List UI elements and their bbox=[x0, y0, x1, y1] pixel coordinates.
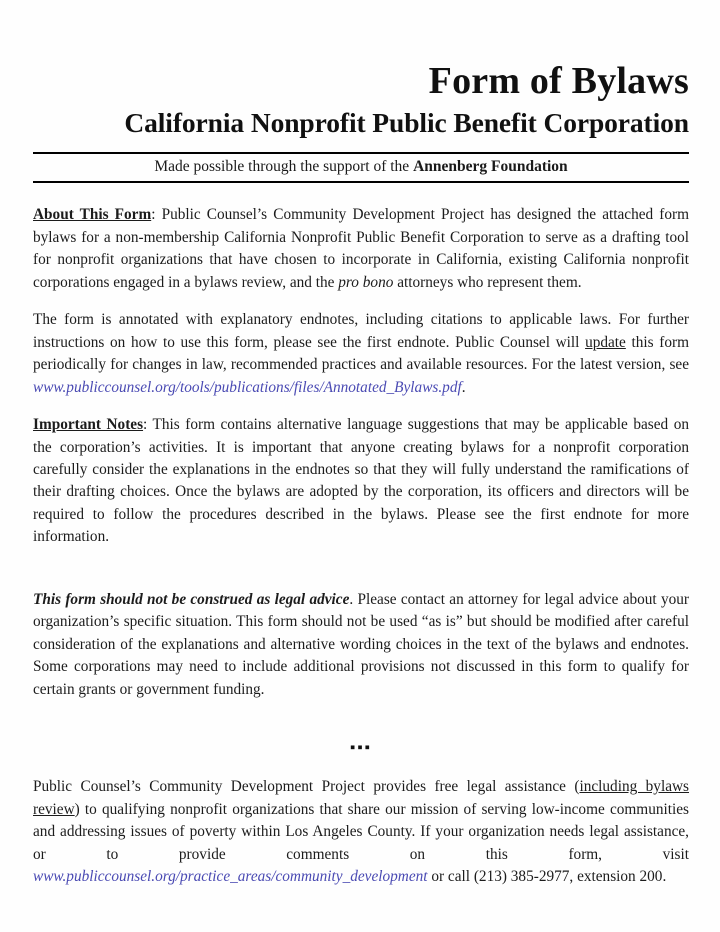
annotation-text-3: . bbox=[461, 378, 466, 396]
document-subtitle: California Nonprofit Public Benefit Corporation bbox=[124, 106, 689, 138]
about-heading: About This Form bbox=[33, 206, 152, 224]
assistance-text-1: Public Counsel’s Community Development Project provides free legal assistance ( bbox=[33, 778, 580, 796]
sponsor-block bbox=[33, 152, 689, 183]
annotation-text-1: The form is annotated with explanatory endnotes, including citations to applicable laws. For further instructions on how to use this form, please see the first endnote. Public Counsel will bbox=[33, 311, 689, 351]
assistance-underline-including-bylaws-review: including bylaws review bbox=[33, 778, 689, 818]
annotation-underline-update: update bbox=[585, 333, 626, 351]
paragraph-about-this-form bbox=[33, 204, 689, 294]
about-text-2: attorneys who represent them. bbox=[393, 273, 582, 291]
horizontal-rule-bottom bbox=[33, 181, 689, 183]
document-body bbox=[33, 204, 689, 889]
sponsor-name: Annenberg Foundation bbox=[413, 157, 568, 175]
paragraph-legal-assistance bbox=[33, 776, 689, 888]
assistance-text-3: or call (213) 385-2977, extension 200. bbox=[427, 868, 667, 886]
document-title: Form of Bylaws bbox=[428, 60, 689, 102]
page-content bbox=[33, 0, 689, 889]
section-separator-dots: ▪▪▪ bbox=[350, 740, 372, 757]
paragraph-important-notes bbox=[33, 414, 689, 549]
important-notes-heading: Important Notes bbox=[33, 416, 144, 434]
assistance-text-2: ) to qualifying nonprofit organizations that share our mission of serving low-income communities and addressing issues of poverty within Los Angeles County. If your organization needs legal assistance, or to provide comments on this form, visit bbox=[33, 800, 689, 863]
important-notes-text: This form contains alternative language suggestions that may be applicable based on the corporation’s activities. It is important that anyone creating bylaws for a nonprofit corporation carefully consider the explanations in the endnotes so that they will fully understand the ramifications of their drafting choices. Once the bylaws are adopted by the corporation, its officers and directors will be required to follow the procedures described in the bylaws. Please see the first endnote for more information. bbox=[33, 416, 689, 546]
disclaimer-text: . Please contact an attorney for legal advice about your organization’s specific situation. This form should not be used “as is” but should be modified after careful consideration of the explanations and alternative wording choices in the text of the bylaws and endnotes. Some corporations may need to include additional provisions not discussed in this form to qualify for certain grants or government funding. bbox=[33, 590, 689, 698]
sponsor-line bbox=[33, 154, 689, 181]
about-text-1: Public Counsel’s Community Development Project has designed the attached form bylaws for a non-membership California Nonprofit Public Benefit Corporation to serve as a drafting tool for nonprofit organizations that have chosen to incorporate in California, existing California nonprofit corporations engaged in a bylaws review, and the bbox=[33, 206, 689, 291]
about-heading-suffix: : bbox=[151, 206, 162, 224]
document-masthead bbox=[33, 0, 689, 139]
paragraph-legal-disclaimer bbox=[33, 589, 689, 701]
annotation-text-2: this form periodically for changes in law, recommended practices and available resources. For the latest version, see bbox=[33, 333, 689, 374]
annotated-bylaws-link[interactable]: www.publiccounsel.org/tools/publications/files/Annotated_Bylaws.pdf bbox=[33, 378, 462, 396]
paragraph-annotation bbox=[33, 309, 689, 399]
important-notes-heading-suffix: : bbox=[143, 416, 153, 434]
sponsor-prefix: Made possible through the support of the bbox=[154, 157, 414, 175]
about-italic-pro-bono: pro bono bbox=[338, 273, 394, 291]
community-development-link[interactable]: www.publiccounsel.org/practice_areas/community_development bbox=[33, 868, 428, 886]
disclaimer-lead: This form should not be construed as legal advice bbox=[33, 590, 350, 608]
